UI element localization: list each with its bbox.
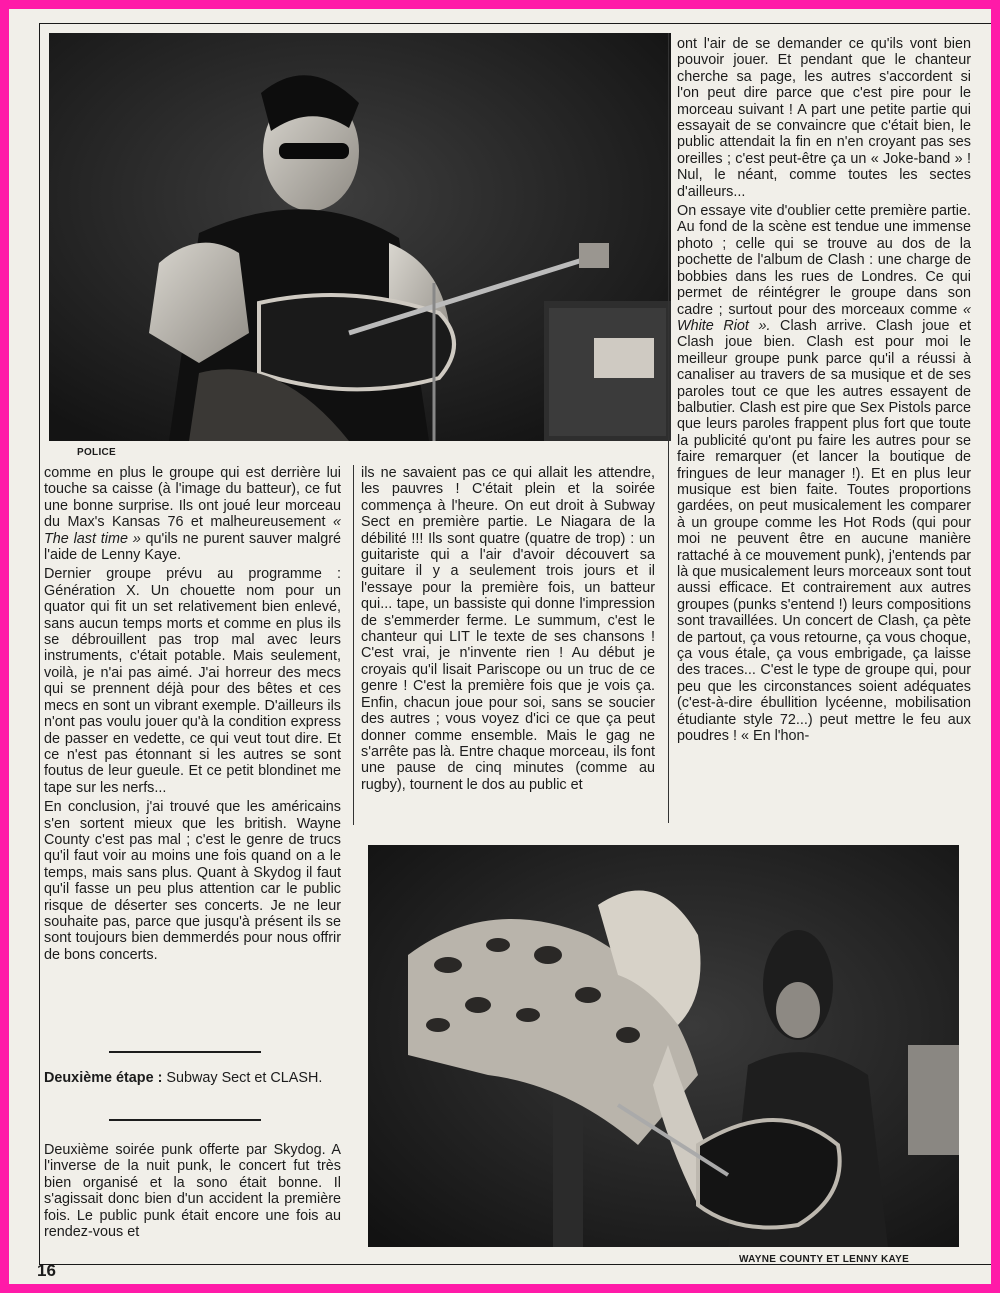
column-3 bbox=[677, 36, 971, 747]
col2-paragraph-1: ils ne savaient pas ce qui allait les attendre, les pauvres ! C'était plein et la soirée commença à l'heure. On eut droit à Subway Sect en première partie. Le Niagara de la débilité !!! Ils sont quatre (quatre de trop) : un guitariste qui a l'air d'avoir découvert sa guitare il y a seulement trois jours et il l'essaye pour la première fois, un batteur qui... tape, un bassiste qui donne l'impression de s'emmerder ferme. Le summum, c'est le chanteur qui LIT le texte de ses chansons ! C'est vrai, je n'invente rien ! Au début je croyais qu'il lisait Pariscope ou un truc de ce genre ! C'est la première fois que je vois ça. Enfin, chacun joue pour soi, sans se soucier des autres ; vous voyez d'ici ce que ça peut donner comme ensemble. Mais le gag ne s'arrête pas là. Entre chaque morceau, ils font une pause de cinq minutes (comme au rugby), tournent le dos au public et bbox=[361, 465, 655, 793]
photo-wayne-county-lenny-kaye bbox=[368, 845, 959, 1247]
col1-paragraph-2: Dernier groupe prévu au programme : Génération X. Un chouette nom pour un quator qui fit un set relativement bien enlevé, sans aucun temps morts et comme en plus ils se débrouillent pas trop mal avec leurs instruments, c'était potable. Mais seulement, voilà, je n'ai pas aimé. J'ai horreur des mecs qui se prennent déjà pour des bêtes et ces mecs en sont un vibrant exemple. D'ailleurs ils n'ont pas voulu jouer qu'à la condition express de passer en vedette, ce qui veut tout dire. Et ce n'est pas étonnant si les autres se sont foutus de leur gueule. Et ce petit blondinet me tape sur les nerfs... bbox=[44, 566, 341, 796]
photo-police bbox=[49, 33, 671, 441]
section-rule-top bbox=[109, 1051, 261, 1053]
caption-top-photo: POLICE bbox=[77, 447, 117, 458]
col3-paragraph-2: On essaye vite d'oublier cette première partie. Au fond de la scène est tendue une immense photo ; celle qui se trouve au dos de la pochette de l'album de Clash : une charge de bobbies dans les rues de Londres. Ce qui permet de réintégrer le groupe dans son cadre ; surtout pour des morceaux comme « White Riot ». Clash arrive. Clash joue et Clash joue bien. Clash est pour moi le meilleur groupe punk parce qu'il a réussi à canaliser au travers de sa musique et de ses paroles tout ce que les autres essayent de balbutier. Clash est pire que Sex Pistols parce que leurs paroles frappent plus fort que toute la publicité qu'ont pu faire les autres pour se faire remarquer (et lancer la boutique de fringues de leur manager !). Et en plus leur musique est bien faite. Toutes proportions gardées, on peut musicalement les comparer à un groupe comme les Hot Rods (qui pour moi ne peuvent être en aucune manière rattaché à ce mouvement punk), j'entends par là que musicalement leurs morceaux sont tout aussi efficace. Et contrairement aux autres groupes (punks s'entend !) leurs compositions sont travaillées. Un concert de Clash, ça pète de partout, ça vous retourne, ça vous choque, ça vous étale, ça vous embrigade, ça laisse des traces... C'est le type de groupe qui, pour peu que les circonstances soient adéquates (c'est-à-dire ébullition lycéenne, mobilisation étudiante style 72...) peut mettre le feu aux poudres ! « En l'hon- bbox=[677, 203, 972, 745]
column-1-bottom bbox=[44, 1142, 341, 1243]
column-2 bbox=[361, 465, 655, 796]
col1-paragraph-3: En conclusion, j'ai trouvé que les américains s'en sortent mieux que les british. Wayne County c'est pas mal ; c'est le genre de trucs qu'il faut voir au moins une fois quand on a le temps, mais sans plus. Quant à Skydog il faut qu'il fasse un peu plus attention car le public risque de déserter ses concerts. Je ne leur souhaite pas, parce que jusqu'à présent ils se sont toujours bien demmerdés pour nous offrir de bons concerts. bbox=[44, 799, 341, 963]
magazine-page bbox=[9, 9, 991, 1284]
caption-bottom-photo: WAYNE COUNTY ET LENNY KAYE bbox=[739, 1254, 910, 1265]
col3-paragraph-1: ont l'air de se demander ce qu'ils vont bien pouvoir jouer. Et pendant que le chanteur cherche sa page, les autres s'accordent si l'on peut dire parce que c'est pire pour le morceau suivant ! A part une petite partie qui essayait de se convaincre que c'était bien, le public attendait la fin en n'en croyant pas ses oreilles ; c'est peut-être ça un « Joke-band » ! Nul, le néant, comme toutes les sectes d'ailleurs... bbox=[677, 36, 971, 200]
column-divider-2 bbox=[668, 33, 669, 823]
section-heading: Deuxième étape : Subway Sect et CLASH. bbox=[44, 1070, 323, 1086]
section-rule-bottom bbox=[109, 1119, 261, 1121]
column-divider-1 bbox=[353, 465, 354, 825]
col1-paragraph-4: Deuxième soirée punk offerte par Skydog. A l'inverse de la nuit punk, le concert fut très bien organisé et la sono était bonne. Il s'agissait donc bien d'un accident la première fois. Le public punk était encore une fois au rendez-vous et bbox=[44, 1142, 341, 1241]
page-number: 16 bbox=[37, 1261, 56, 1280]
col1-paragraph-1: comme en plus le groupe qui est derrière lui touche sa caisse (à l'image du batteur), ce fut une bonne surprise. Ils ont joué leur morceau du Max's Kansas 76 et malheureusement « The last time » qu'ils ne purent sauver malgré l'aide de Lenny Kaye. bbox=[44, 465, 342, 564]
column-1 bbox=[44, 465, 341, 966]
